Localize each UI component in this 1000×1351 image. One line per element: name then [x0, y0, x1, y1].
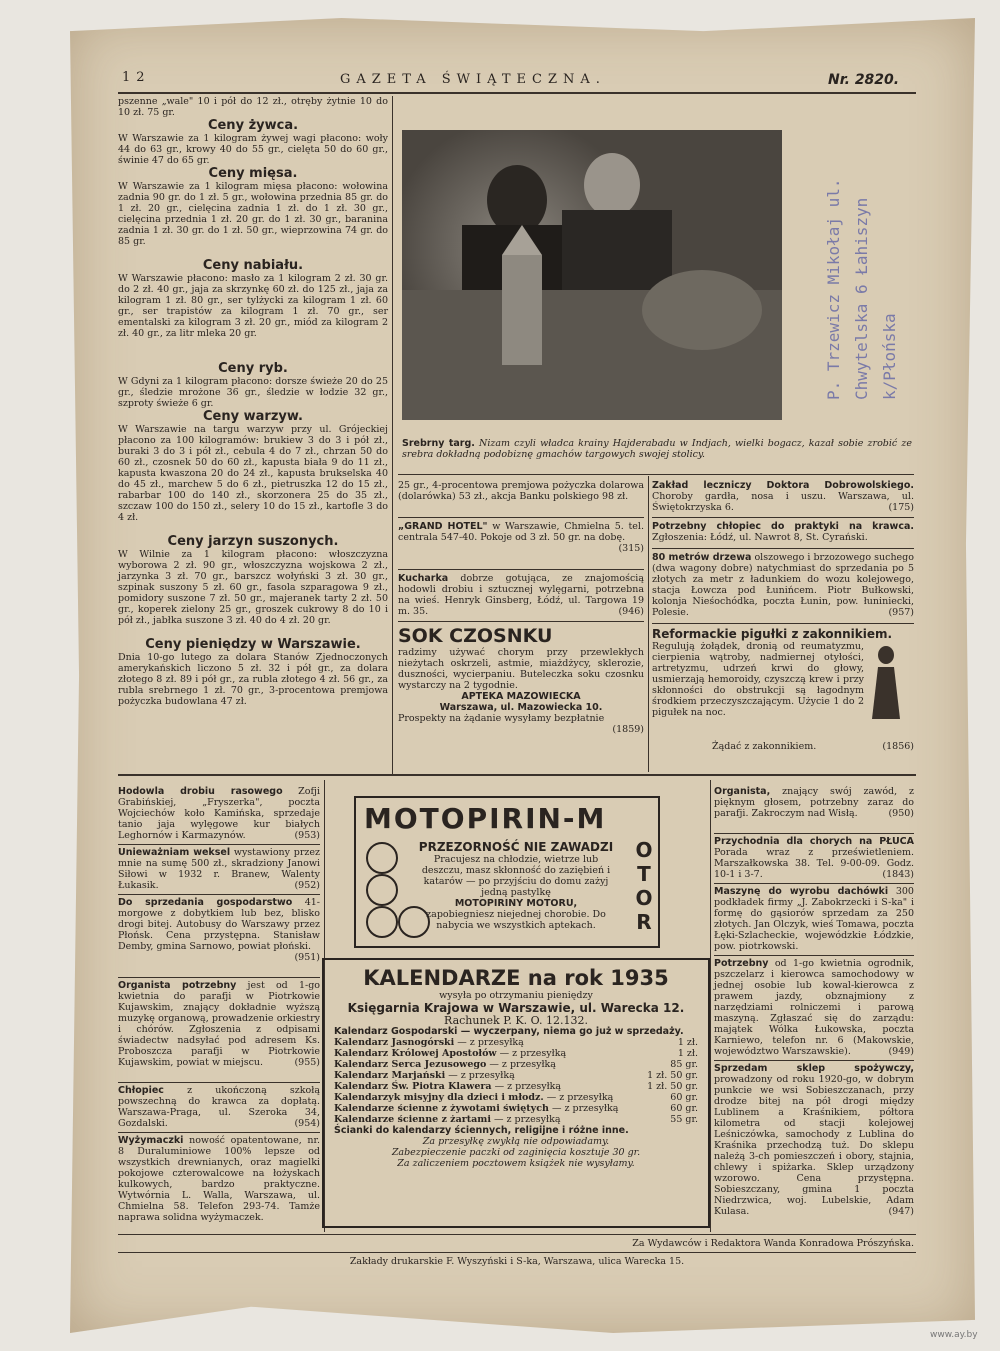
ad-product: MOTOPIRINY MOTORU,: [454, 898, 578, 909]
classified-ad: [714, 836, 914, 881]
ad-number: (950): [888, 808, 914, 819]
rule: [398, 474, 914, 475]
pills-note: Żądać z zakonnikiem.: [712, 741, 817, 752]
item-suffix: — z przesyłką: [448, 1070, 515, 1081]
section-pieniadze: [118, 637, 388, 718]
ad-line: Ścianki do kalendarzy ściennych, religijne i różne inne.: [334, 1125, 629, 1136]
calendar-item-price: 1 zł.: [677, 1048, 698, 1059]
item-title: Kalendarzyk misyjny dla dzieci i młodz.: [334, 1092, 544, 1103]
item-suffix: — z przesyłką: [493, 1114, 561, 1125]
section-body: W Warszawie płacono: masło za 1 kilogram 2 zł. 30 gr. do 2 zł. 40 gr., jaja za skrzynkę 60 zł. do 125 zł., jaja za kilogram 1 zł. 80 gr., ser tylżycki za kilogram 1 zł. 60 gr., ser trapistów za kilogram 1 zł. 70 gr., ser ementalski za kilogram 3 zł. 20 gr., miód za kilogram 2 zł. 40 gr., za litr mleka 20 gr.: [118, 273, 388, 339]
ad-text: Regulują żołądek, dronią od reumatyzmu, cierpienia wątroby, nadmiernej otyłości, artretyzmu, udrzeń krwi do głowy, usmierzają hemoroidy, czyszczą krew i przy skłonności do obstrukcji są łagodnym środkiem przeczyszczającym. Użycie 1 do 2 pigułek na noc.: [652, 641, 864, 718]
middle-column: [398, 480, 644, 735]
column-divider: [710, 780, 711, 1232]
section-rule: [118, 774, 916, 776]
ad-text: radzimy używać chorym przy przewlekłych nieżytach oskrzeli, astmie, miażdżycy, sklerozie, duszności, wycierpaniu. Buteleczka soku czosnku wystarczy na 2 tygodnie.: [398, 647, 644, 691]
pill-icon: [366, 874, 398, 906]
classified-ad: [714, 786, 914, 831]
section-ryby: [118, 361, 388, 409]
ad-title: Maszynę do wyrobu dachówki: [714, 886, 889, 897]
section-nabial: [118, 258, 388, 361]
ad-title: Kucharka: [398, 573, 449, 584]
ad-number: (1856): [882, 741, 914, 752]
watermark: www.ay.by: [930, 1330, 978, 1340]
section-body: W Gdyni za 1 kilogram płacono: dorsze świeże 20 do 25 gr., śledzie mrożone 36 gr., śledzie w łodzie 32 gr., szproty świeże 6 gr.: [118, 376, 388, 409]
calendar-item: [334, 1059, 698, 1070]
ad-text: znający swój zawód, z pięknym głosem, potrzebny zaraz do parafji. Zakroczym nad Wisłą.: [714, 786, 914, 819]
wood-ad: [652, 552, 914, 620]
printer-line: Zakłady drukarskie F. Wyszyński i S-ka, Warszawa, ulica Warecka 15.: [349, 1256, 685, 1267]
calendar-item: [334, 1103, 698, 1114]
ad-text: Zofji Grabińskiej, „Fryszerka", poczta Wojciechów koło Kamińska, sprzedaje tanio jaja wylęgowe kur białych Leghornów i Karmazynów.: [118, 786, 320, 841]
footer-rule: [118, 1234, 916, 1235]
ad-title: KALENDARZE na rok 1935: [363, 966, 669, 990]
ad-title-vertical: OTOR: [632, 838, 656, 934]
section-mieso: [118, 166, 388, 258]
calendar-item: [334, 1037, 698, 1048]
item-suffix: — z przesyłką: [457, 1037, 524, 1048]
calendar-item-name: [334, 1059, 556, 1070]
section-zywiec: [118, 118, 388, 166]
calendar-item-name: [334, 1081, 561, 1092]
ad-number: (1843): [882, 869, 914, 880]
calendar-item-price: 1 zł. 50 gr.: [647, 1070, 698, 1081]
classified-ad: [118, 980, 320, 1080]
ad-text: Pracujesz na chłodzie, wietrze lub deszczu, masz skłonność do zaziębień i katarów — po przyjściu do domu zażyj jedną pastylkę: [421, 854, 611, 898]
editor-line: Za Wydawców i Redaktora Wanda Konradowa Prószyńska.: [632, 1238, 914, 1249]
page-number: 12: [122, 70, 151, 85]
pharmacy-address: Warszawa, ul. Mazowiecka 10.: [439, 702, 603, 713]
grand-hotel-ad: [398, 521, 644, 566]
ad-number: (957): [888, 607, 914, 618]
section-body: W Warszawie za 1 kilogram żywej wagi płacono: woły 44 do 63 gr., krowy 40 do 55 gr., cielęta 50 do 60 gr., świnie 47 do 65 gr.: [118, 133, 388, 166]
ad-text: 300 podkładek firmy „J. Zabokrzecki i S-ka" i formę do gąsiorów sprzedam za 250 złotych. Jan Olczyk, wieś Tomawa, poczta Łęki-Szlacheckie, wojewódzkie Łódzkie, pow. piotrkowski.: [714, 886, 914, 952]
ad-title: SOK CZOSNKU: [398, 625, 553, 647]
pill-icon: [366, 906, 398, 938]
newspaper-title: GAZETA ŚWIĄTECZNA.: [340, 72, 606, 87]
ad-title: Reformackie pigułki z zakonnikiem.: [652, 627, 893, 641]
ad-text: wystawiony przez mnie na sumę 500 zł., skradziony Janowi Siłowi w 1932 r. Branew, Walenty Łukasik.: [118, 847, 320, 891]
ad-title: Wyżymaczki: [118, 1135, 184, 1146]
calendar-item-price: 1 zł.: [677, 1037, 698, 1048]
section-heading: Ceny pieniędzy w Warszawie.: [145, 637, 361, 652]
item-title: Kalendarz Św. Piotra Klawera: [334, 1081, 492, 1092]
calendar-item-name: [334, 1070, 515, 1081]
item-suffix: — z przesyłką: [494, 1081, 562, 1092]
pill-icon: [366, 842, 398, 874]
ad-number: (951): [294, 952, 320, 963]
garlic-juice-ad: [398, 625, 644, 735]
caption-text: Nizam czyli władca krainy Hajderabadu w Indjach, wielki bogacz, kazał sobie zrobić ze srebra dokładną podobiznę gmachów targowych swojej stolicy.: [402, 438, 913, 460]
ad-title: Potrzebny: [714, 958, 769, 969]
classified-ad: [118, 1085, 320, 1130]
ad-title: 80 metrów drzewa: [652, 552, 752, 563]
ad-title: Przychodnia dla chorych na PŁUCA: [714, 836, 914, 847]
calendar-ad: [322, 958, 710, 1228]
ad-slogan: PRZEZORNOŚĆ NIE ZAWADZI: [418, 840, 614, 854]
ad-text: dobrze gotująca, ze znajomością hodowli drobiu i sztucznej wylęgarni, potrzebna na wieś. Henryk Ginsberg, Łódź, ul. Targowa 19 m. 35.: [398, 573, 644, 617]
section-heading: Ceny jarzyn suszonych.: [167, 534, 339, 549]
ad-text: Choroby gardła, nosa i uszu. Warszawa, ul. Świętokrzyska 6.: [652, 491, 914, 513]
ad-text: Porada wraz z prześwietleniem. Marszałkowska 38. Tel. 9-00-09. Godz. 10-1 i 3-7.: [714, 847, 914, 880]
calendar-item-name: [334, 1048, 566, 1059]
section-heading: Ceny warzyw.: [203, 409, 303, 424]
calendar-item-price: 1 zł. 50 gr.: [647, 1081, 698, 1092]
item-suffix: — z przesyłką: [499, 1048, 567, 1059]
column-divider: [648, 476, 649, 772]
bottom-left-column: [118, 786, 320, 1235]
item-title: Kalendarz Marjański: [334, 1070, 446, 1081]
section-heading: Ceny żywca.: [207, 118, 299, 133]
ad-line: Za przesyłkę zwykłą nie odpowiadamy.: [422, 1136, 610, 1147]
calendar-item-name: [334, 1037, 524, 1048]
ad-title: Zakład leczniczy Doktora Dobrowolskiego.: [652, 480, 914, 491]
classified-ad: [118, 786, 320, 842]
ad-text: nowość opatentowane, nr. 8 Duraluminiowe 100% lepsze od wszystkich drewnianych, oraz magielki pokojowe czterowalcowe na łożyskach kulkowych, bardzo praktyczne. Wytwórnia L. Walla, Warszawa, ul. Chmielna 58. Telefon 293-74. Tamże naprawa solidna wyżymaczek.: [118, 1135, 320, 1223]
calendar-item: [334, 1081, 698, 1092]
intro-text: pszenne „wale" 10 i pół do 12 zł., otręby żytnie 10 do 10 zł. 75 gr.: [118, 96, 388, 118]
caption-title: Srebrny targ.: [402, 438, 475, 449]
ad-number: (175): [888, 502, 914, 513]
prospect-text: Prospekty na żądanie wysyłamy bezpłatnie: [398, 713, 605, 724]
ad-number: (954): [294, 1118, 320, 1129]
calendar-item-name: [334, 1114, 561, 1125]
classified-ad: [714, 958, 914, 1058]
classified-ad: [714, 1063, 914, 1217]
ad-title: Hodowla drobiu rasowego: [118, 786, 283, 797]
pharmacy-name: APTEKA MAZOWIECKA: [461, 691, 581, 702]
calendar-item-price: 60 gr.: [670, 1103, 698, 1114]
ad-text: olszowego i brzozowego suchego (dwa wagony dobre) natychmiast do sprzedania po 5 złotych za metr z ładunkiem do wozu kolejowego, stacja Łowcza pod Łunińcem. Piotr Bułkowski, kolonja Nieśochódka, poczta Łunin, pow. łuniniecki, Polesie.: [652, 552, 914, 618]
calendar-item: [334, 1092, 698, 1103]
calendar-item-price: 55 gr.: [670, 1114, 698, 1125]
ad-number: (315): [618, 543, 644, 554]
calendar-item: [334, 1114, 698, 1125]
calendar-item-price: 85 gr.: [670, 1059, 698, 1070]
item-title: Kalendarz Jasnogórski: [334, 1037, 455, 1048]
item-title: Kalendarz Królowej Apostołów: [334, 1048, 497, 1059]
ad-line: Zabezpieczenie paczki od zaginięcia kosztuje 30 gr.: [391, 1147, 641, 1158]
classified-ad: [714, 886, 914, 953]
ad-text: prowadzony od roku 1920-go, w dobrym punkcie we wsi Sobieszczanach, przy drodze bitej na pół drogi między Lublinem a Kraśnikiem, półtora kilometra od stacji kolejowej Leśniczówka, samochody z Lublina do Kraśnika przechodzą tuż. Do sklepu należą 3-ch pomieszczeń i obory, stajnia, chlewy i spiżarka. Sklep urządzony wzorowo. Cena przystępna. Sobieszczany, gmina 1 poczta Niedrzwica, woj. Lubelskie, Adam Kulasa.: [714, 1074, 914, 1217]
ad-title: Organista potrzebny: [118, 980, 237, 991]
ad-line: Kalendarz Gospodarski — wyczerpany, niema go już w sprzedaży.: [334, 1026, 684, 1037]
tailor-ad: [652, 521, 914, 545]
ad-number: (947): [888, 1206, 914, 1217]
bookstore-name: Księgarnia Krajowa w Warszawie, ul. Warecka 12.: [347, 1001, 685, 1015]
section-heading: Ceny ryb.: [218, 361, 288, 376]
ad-title: „GRAND HOTEL": [398, 521, 488, 532]
ad-line: wysyła po otrzymaniu pieniędzy: [439, 990, 593, 1001]
ad-text: z ukończoną szkołą powszechną do krawca za dopłatą. Warszawa-Praga, ul. Szeroka 34, Gozdalski.: [118, 1085, 320, 1129]
ad-text: zapobiegniesz niejednej chorobie. Do nabycia we wszystkich aptekach.: [426, 909, 606, 931]
classified-ad: [118, 1135, 320, 1235]
calendar-item-name: [334, 1103, 618, 1114]
ad-number: (1859): [612, 724, 644, 735]
header-rule: [118, 92, 916, 94]
ad-title: MOTOPIRIN-M: [364, 802, 607, 835]
item-title: Kalendarze ścienne z żywotami świętych: [334, 1103, 549, 1114]
ad-title: Sprzedam sklep spożywczy,: [714, 1063, 914, 1074]
section-jarzyny: [118, 534, 388, 637]
account-number: Rachunek P. K. O. 12.132.: [444, 1014, 588, 1027]
ad-text: jest od 1-go kwietnia do parafji w Piotrkowie Kujawskim, znający dokładnie wyższą muzykę organową, prowadzenie orkiestry i chórów. Zgłoszenia z odpisami świadectw nadsyłać pod adresem Ks. Proboszcza parafji w Piotrkowie Kujawskim, powiat w miejscu.: [118, 980, 320, 1068]
ad-title: Do sprzedania gospodarstwo: [118, 897, 293, 908]
ad-number: (952): [294, 880, 320, 891]
ad-number: (949): [888, 1046, 914, 1057]
ad-line: Za zaliczeniem pocztowem książek nie wysyłamy.: [397, 1158, 635, 1169]
photo-caption: [402, 438, 912, 460]
ad-title: Organista,: [714, 786, 771, 797]
motopirin-ad: [354, 796, 660, 948]
classified-ad: [118, 847, 320, 892]
ad-number: (946): [618, 606, 644, 617]
section-warzywa: [118, 409, 388, 534]
ad-text: Zgłoszenia: Łódź, ul. Nawrot 8, St. Cyrański.: [652, 532, 868, 543]
ad-text: 41-morgowe z dobytkiem lub bez, blisko drogi bitej. Autobusy do Warszawy przez Płońsk. Cena przystępna. Stanisław Demby, gmina Sarnowo, powiat płoński.: [118, 897, 320, 952]
loan-text: 25 gr., 4-procentowa premjowa pożyczka dolarowa (dolarówka) 53 zł., akcja Banku polskiego 98 zł.: [398, 480, 644, 502]
item-suffix: — z przesyłką: [546, 1092, 614, 1103]
ad-text: od 1-go kwietnia ogrodnik, pszczelarz i kierowca samochodowy w jednej osobie lub kowal-kierowca z prawem jazdy, obznajmiony z narzędziami rolniczemi i parową maszyną. Zgłaszać się do zarządu: majątek Wólka Łukowska, poczta Karniewo, telefon nr. 6 (Makowskie, województwo Warszawskie).: [714, 958, 914, 1057]
item-title: Kalendarze ścienne z żartami: [334, 1114, 491, 1125]
issue-number: Nr. 2820.: [828, 72, 900, 88]
calendar-list: [324, 1037, 708, 1125]
ad-number: (955): [294, 1057, 320, 1068]
ad-title: Unieważniam weksel: [118, 847, 231, 858]
left-column: [118, 96, 388, 718]
right-column: [652, 480, 914, 752]
classified-ad: [118, 897, 320, 975]
item-title: Kalendarz Serca Jezusowego: [334, 1059, 487, 1070]
section-body: W Warszawie na targu warzyw przy ul. Grójeckiej płacono za 100 kilogramów: brukiew 3 do 3 i pół zł., buraki 3 do 3 i pół zł., cebula 4 do 7 zł., chrzan 50 do 60 zł., czosnek 50 do 60 zł., kapusta biała 9 do 11 zł., kapusta kwaszona 20 do 24 zł., kapusta brukselska 40 do 45 zł., marchew 5 do 6 zł., pietruszka 12 do 15 zł., rabarbar 100 do 140 zł., skorzonera 25 do 35 zł., szczaw 100 do 150 zł., selery 10 do 15 zł., kartofle 3 do 4 zł.: [118, 424, 388, 523]
clinic-ad: [652, 480, 914, 514]
cook-ad: [398, 573, 644, 618]
section-body: W Wilnie za 1 kilogram płacono: włoszczyzna wyborowa 2 zł. 90 gr., włoszczyzna wojskowa 2 zł., jarzynka 3 zł. 70 gr., barszcz wołyński 3 zł. 30 gr., szpinak suszony 5 zł. 60 gr., fasola szparagowa 9 zł., pomidory suszone 7 zł. 50 gr., majeranek tarty 2 zł. 50 gr., koperek zielony 25 gr., groszek cukrowy 8 do 10 i pół zł., jabłka suszone 3 zł. 40 do 4 zł. 20 gr.: [118, 549, 388, 626]
ad-title: Potrzebny chłopiec do praktyki na krawca.: [652, 521, 914, 532]
bottom-right-column: [714, 786, 914, 1217]
section-body: W Warszawie za 1 kilogram mięsa płacono: wołowina zadnia 90 gr. do 1 zł. 5 gr., wołowina przednia 85 gr. do 1 zł. 20 gr., cielęcina zadnia 1 zł. do 1 zł. 30 gr., cielęcina przednia 1 zł. 20 gr. do 1 zł. 30 gr., baranina zadnia 1 zł. 30 gr. do 1 zł. 50 gr., wieprzowina 74 gr. do 85 gr.: [118, 181, 388, 247]
section-body: Dnia 10-go lutego za dolara Stanów Zjednoczonych amerykańskich liczono 5 zł. 32 i pół gr., za dolara złotego 8 zł. 89 i pół gr., za rubla złotego 4 zł. 56 gr., za rubla srebrnego 1 zł. 70 gr., 3-procentowa premjowa pożyczka budowlana 47 zł.: [118, 652, 388, 707]
ad-text: w Warszawie, Chmielna 5. tel. centrala 547-40. Pokoje od 3 zł. 50 gr. na dobę.: [398, 521, 644, 543]
pills-ad: [652, 627, 914, 752]
ad-title: Chłopiec: [118, 1085, 164, 1096]
section-heading: Ceny mięsa.: [208, 166, 298, 181]
calendar-item-name: [334, 1092, 613, 1103]
section-heading: Ceny nabiału.: [202, 258, 304, 273]
calendar-item: [334, 1070, 698, 1081]
item-suffix: — z przesyłką: [551, 1103, 619, 1114]
calendar-item: [334, 1048, 698, 1059]
calendar-item-price: 60 gr.: [670, 1092, 698, 1103]
monk-icon: [864, 641, 908, 721]
address-stamp: P. Trzewicz Mikołaj ul. Chwytelska 6 Łahiszyn k/Płońska: [824, 178, 899, 400]
silver-market-photo: [402, 130, 782, 420]
footer-rule: [118, 1252, 916, 1253]
ad-number: (953): [294, 830, 320, 841]
column-divider: [392, 96, 393, 776]
photo-illustration: [402, 130, 782, 420]
item-suffix: — z przesyłką: [489, 1059, 556, 1070]
